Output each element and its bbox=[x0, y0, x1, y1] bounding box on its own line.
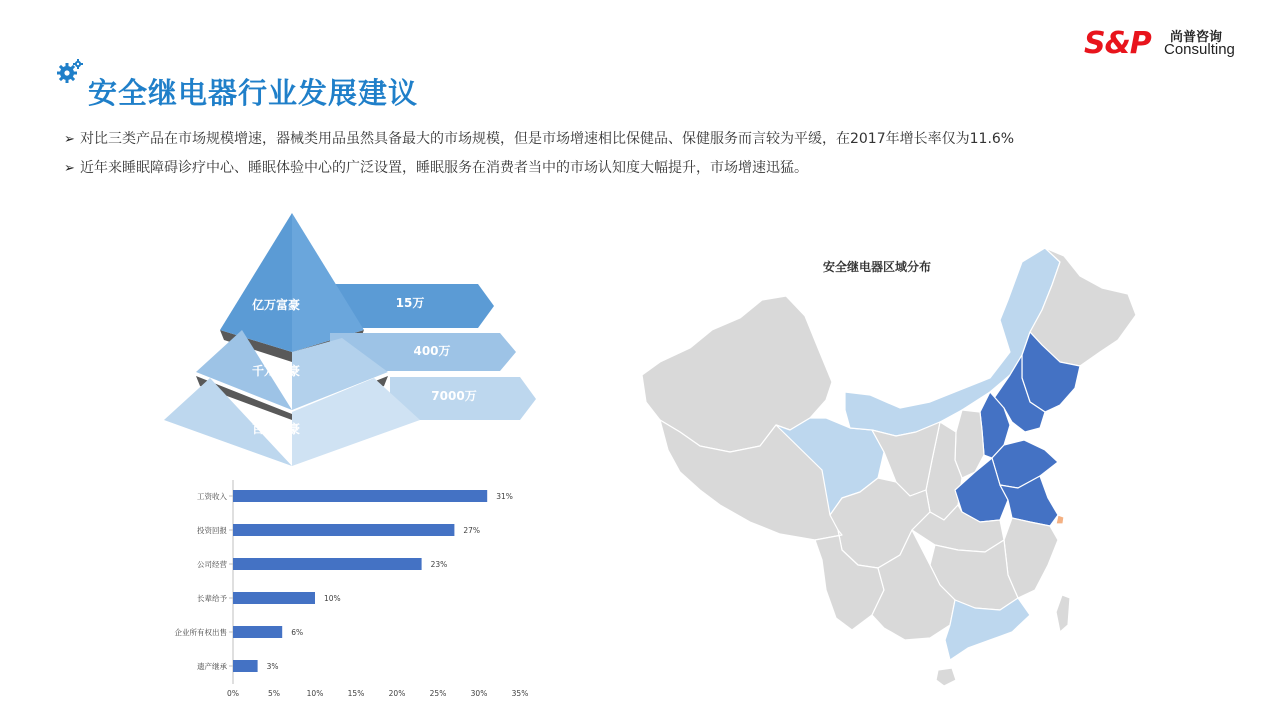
x-tick-label: 20% bbox=[388, 689, 406, 698]
data-label: 6% bbox=[291, 628, 304, 637]
logo-mark: S&P bbox=[1084, 26, 1151, 61]
arrow-bullet-icon: ➢ bbox=[64, 132, 75, 147]
data-label: 27% bbox=[463, 526, 481, 535]
y-tick-label: 投资回报 bbox=[197, 526, 227, 535]
map-title: 安全继电器区域分布 bbox=[823, 260, 932, 274]
bullet-text: 对比三类产品在市场规模增速，器械类用品虽然具备最大的市场规模，但是市场增速相比保健品、保健服务而言较为平缓，在2017年增长率仅为11.6% bbox=[80, 131, 1015, 147]
data-label: 23% bbox=[430, 560, 448, 569]
page-title: 安全继电器行业发展建议 bbox=[88, 76, 419, 110]
y-tick-label: 遗产继承 bbox=[197, 662, 227, 671]
x-tick-label: 10% bbox=[306, 689, 324, 698]
logo-chinese-name: 尚普咨询 bbox=[1170, 30, 1223, 45]
map-region-taiwan bbox=[1056, 595, 1070, 632]
y-tick-label: 公司经营 bbox=[197, 560, 227, 569]
pyramid-category-label: 亿万富豪 bbox=[251, 298, 301, 312]
x-tick-label: 25% bbox=[429, 689, 447, 698]
y-tick-label: 工资收入 bbox=[197, 492, 227, 501]
map-region-hainan bbox=[936, 668, 956, 686]
y-tick-label: 长辈给予 bbox=[197, 594, 227, 603]
x-tick-label: 35% bbox=[511, 689, 529, 698]
map-region-group bbox=[642, 248, 1136, 686]
data-label: 3% bbox=[266, 662, 279, 671]
bullet-text: 近年来睡眠障碍诊疗中心、睡眠体验中心的广泛设置，睡眠服务在消费者当中的市场认知度大幅提升，市场增速迅猛。 bbox=[80, 160, 808, 176]
x-tick-label: 30% bbox=[470, 689, 488, 698]
y-tick-label: 企业所有权出售 bbox=[174, 628, 227, 637]
logo-english-name: Consulting bbox=[1164, 41, 1235, 58]
map-region-shanghai bbox=[1056, 515, 1064, 524]
data-label: 31% bbox=[496, 492, 513, 501]
map-region-shandong bbox=[992, 440, 1058, 488]
pyramid-category-label: 千万富豪 bbox=[251, 364, 301, 378]
arrow-bullet-icon: ➢ bbox=[64, 161, 75, 176]
x-tick-label: 0% bbox=[227, 689, 239, 698]
pyramid-value-label: 15万 bbox=[395, 296, 425, 310]
pyramid-value-label: 400万 bbox=[413, 344, 451, 358]
x-tick-label: 15% bbox=[347, 689, 365, 698]
x-tick-label: 5% bbox=[268, 689, 280, 698]
pyramid-category-label: 百万富豪 bbox=[251, 422, 301, 436]
pyramid-value-label: 7000万 bbox=[431, 389, 477, 403]
data-label: 10% bbox=[324, 594, 341, 603]
